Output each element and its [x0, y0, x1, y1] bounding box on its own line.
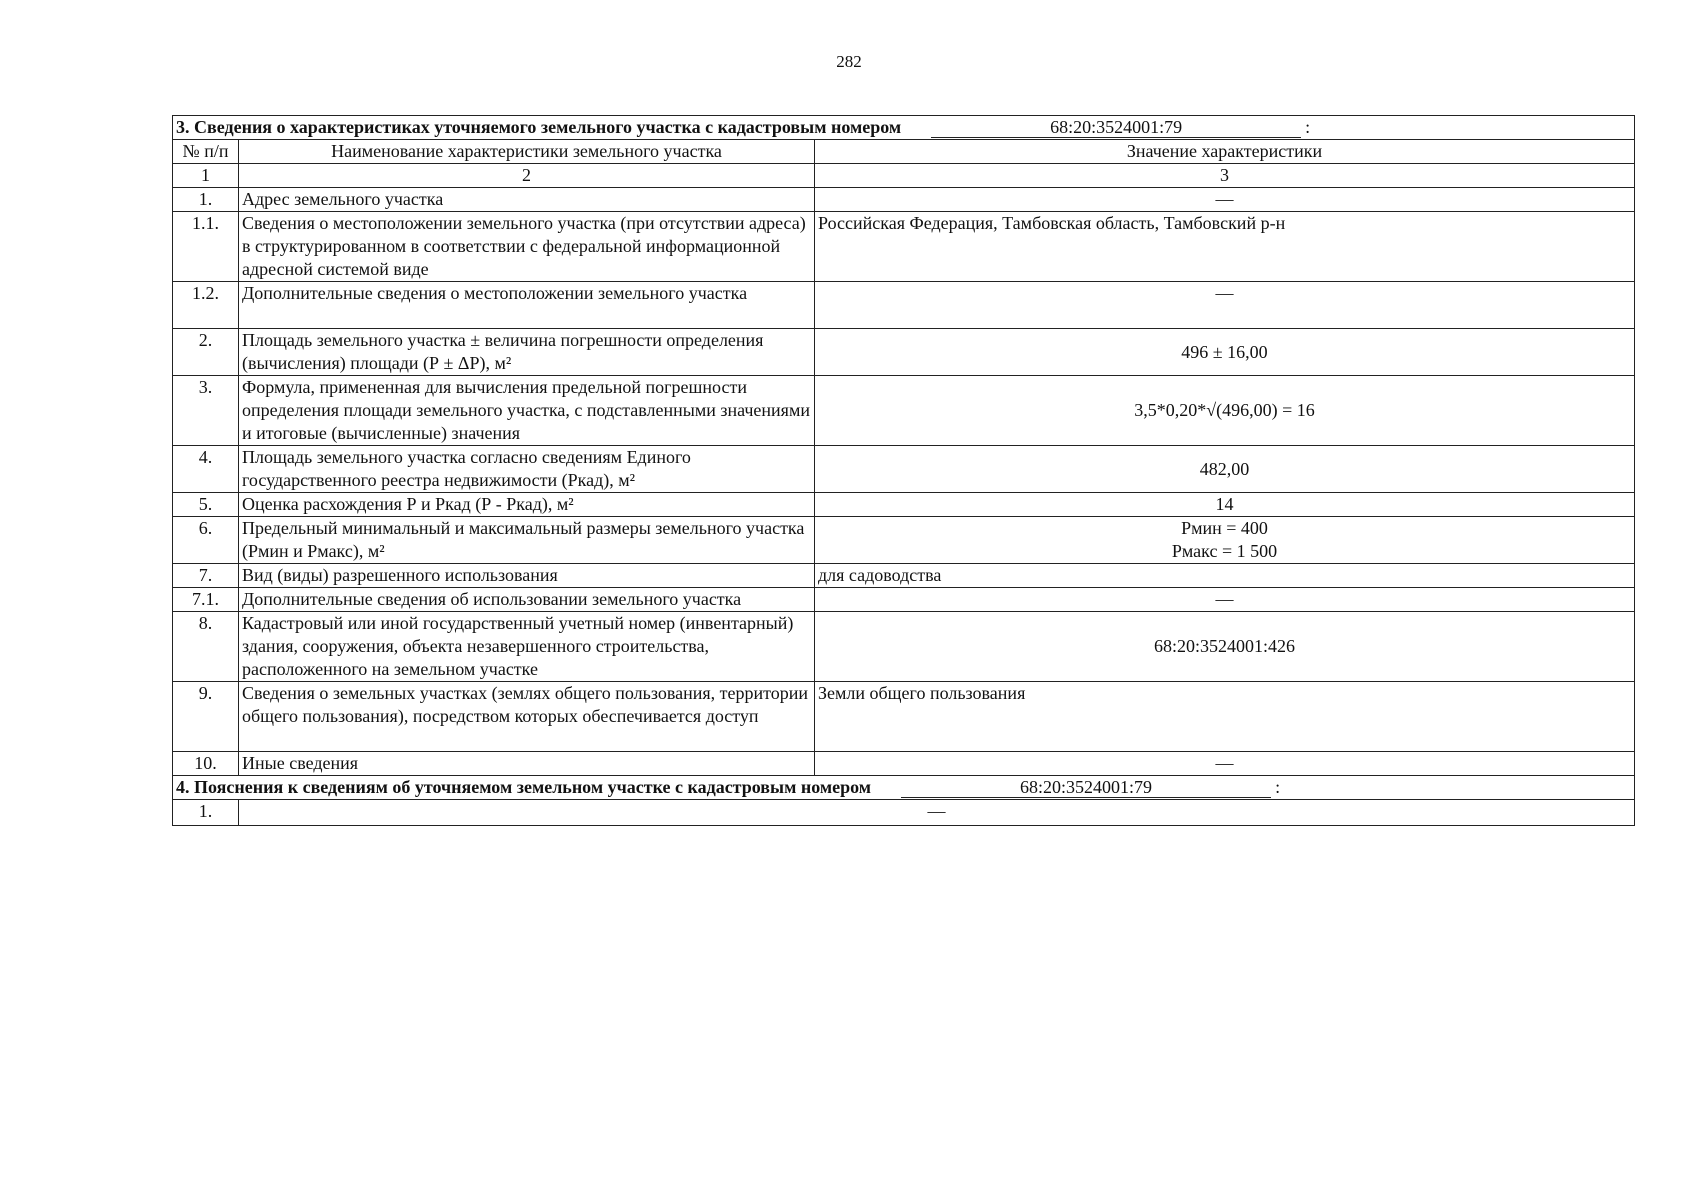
row-value: 496 ± 16,00: [815, 329, 1635, 376]
table-row: [173, 212, 1635, 282]
header-name: Наименование характеристики земельного участка: [239, 140, 815, 164]
row-num: 9.: [173, 682, 239, 752]
row-name: Предельный минимальный и максимальный размеры земельного участка (Рмин и Рмакс), м²: [239, 517, 815, 564]
section-3-title: 3. Сведения о характеристиках уточняемого земельного участка с кадастровым номером: [176, 117, 902, 137]
row-name: Сведения о местоположении земельного участка (при отсутствии адреса) в структурированном в соответствии с федеральной информационной адресной системой виде: [239, 212, 815, 282]
row-name: Иные сведения: [239, 752, 815, 776]
row-num: 8.: [173, 612, 239, 682]
row-name: Вид (виды) разрешенного использования: [239, 564, 815, 588]
column-number-2: 2: [239, 164, 815, 188]
table-row: [173, 517, 1635, 564]
row-value: 3,5*0,20*√(496,00) = 16: [815, 376, 1635, 446]
table-row: [173, 564, 1635, 588]
row-value: 14: [815, 493, 1635, 517]
row-value: Земли общего пользования: [815, 682, 1635, 752]
table-row: [173, 682, 1635, 752]
row-value-min: Рмин = 400: [1181, 518, 1268, 538]
row-num: 1.2.: [173, 282, 239, 329]
column-number-3: 3: [815, 164, 1635, 188]
section-4-cadastral-number: 68:20:3524001:79: [901, 777, 1271, 798]
row-value: 482,00: [815, 446, 1635, 493]
table-row: [173, 800, 1635, 826]
section-4-title-row: [173, 776, 1635, 800]
table-header-row: [173, 140, 1635, 164]
row-value: —: [815, 282, 1635, 329]
table-row: [173, 588, 1635, 612]
row-num: 6.: [173, 517, 239, 564]
row-num: 1.: [173, 188, 239, 212]
row-num: 10.: [173, 752, 239, 776]
row-name: Дополнительные сведения об использовании земельного участка: [239, 588, 815, 612]
land-plot-characteristics-table: [172, 115, 1635, 826]
row-name: Формула, примененная для вычисления предельной погрешности определения площади земельного участка, с подставленными значениями и итоговые (вычисленные) значения: [239, 376, 815, 446]
page-number: 282: [836, 52, 862, 71]
row-num: 7.: [173, 564, 239, 588]
section-4-title-cell: [173, 776, 1635, 800]
row-name: Дополнительные сведения о местоположении земельного участка: [239, 282, 815, 329]
row-value: —: [815, 188, 1635, 212]
section-4-title: 4. Пояснения к сведениям об уточняемом земельном участке с кадастровым номером: [176, 777, 872, 797]
section-3-colon: :: [1305, 117, 1311, 137]
table-column-numbers-row: [173, 164, 1635, 188]
table-row: [173, 446, 1635, 493]
row-value: —: [815, 588, 1635, 612]
row-value: 68:20:3524001:426: [815, 612, 1635, 682]
row-num: 1.: [173, 800, 239, 826]
section-3-title-row: [173, 116, 1635, 140]
row-name: Площадь земельного участка ± величина погрешности определения (вычисления) площади (Р ± ΔР), м²: [239, 329, 815, 376]
section-3-cadastral-number: 68:20:3524001:79: [931, 117, 1301, 138]
row-num: 3.: [173, 376, 239, 446]
row-value: для садоводства: [815, 564, 1635, 588]
section-3-title-cell: [173, 116, 1635, 140]
row-name: Кадастровый или иной государственный учетный номер (инвентарный) здания, сооружения, объекта незавершенного строительства, расположенного на земельном участке: [239, 612, 815, 682]
table-row: [173, 188, 1635, 212]
row-num: 2.: [173, 329, 239, 376]
row-value: —: [815, 752, 1635, 776]
row-name: Сведения о земельных участках (землях общего пользования, территории общего пользования), посредством которых обеспечивается доступ: [239, 682, 815, 752]
table-row: [173, 282, 1635, 329]
row-name: Площадь земельного участка согласно сведениям Единого государственного реестра недвижимости (Ркад), м²: [239, 446, 815, 493]
table-row: [173, 493, 1635, 517]
section-4-colon: :: [1275, 777, 1281, 797]
table-row: [173, 376, 1635, 446]
row-value: —: [239, 800, 1635, 826]
row-num: 1.1.: [173, 212, 239, 282]
row-num: 5.: [173, 493, 239, 517]
row-name: Оценка расхождения Р и Ркад (Р - Ркад), м²: [239, 493, 815, 517]
column-number-1: 1: [173, 164, 239, 188]
row-value: [815, 517, 1635, 564]
header-value: Значение характеристики: [815, 140, 1635, 164]
row-value-max: Рмакс = 1 500: [1171, 541, 1278, 561]
table-row: [173, 329, 1635, 376]
header-num: № п/п: [173, 140, 239, 164]
row-num: 7.1.: [173, 588, 239, 612]
row-value: Российская Федерация, Тамбовская область, Тамбовский р-н: [815, 212, 1635, 282]
row-name: Адрес земельного участка: [239, 188, 815, 212]
row-num: 4.: [173, 446, 239, 493]
table-row: [173, 612, 1635, 682]
table-row: [173, 752, 1635, 776]
